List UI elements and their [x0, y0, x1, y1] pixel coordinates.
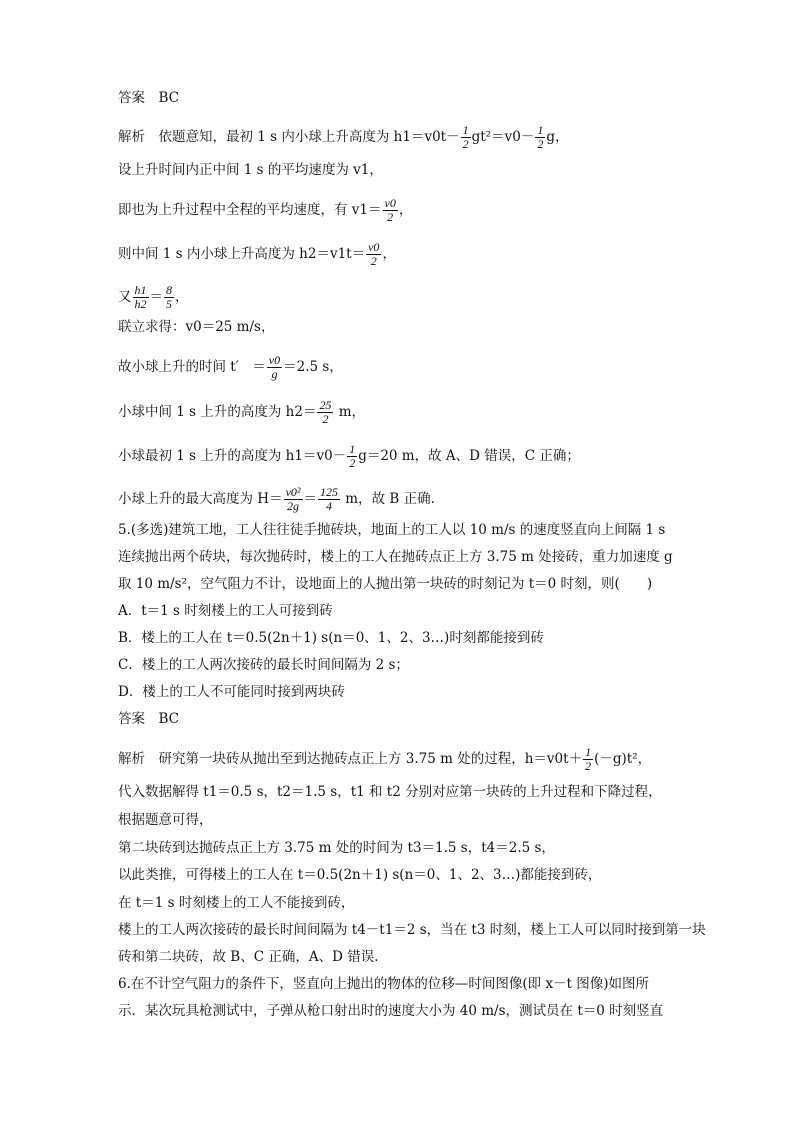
text-segment: ＝: [149, 289, 163, 305]
text-segment: g＝20 m，故 A、D 错误，C 正确；: [358, 448, 580, 464]
text-segment: 取 10 m/s²，空气阻力不计，设地面上的人抛出第一块砖的时刻记为 t＝0 时刻，则( ): [118, 576, 653, 592]
fraction: [284, 486, 303, 513]
text-line: [118, 161, 383, 179]
text-segment: 解析 依题意知，最初 1 s 内小球上升高度为 h1＝v0t－: [118, 129, 460, 145]
text-segment: 在 t＝1 s 时刻楼上的工人不能接到砖，: [118, 895, 355, 911]
fraction-numerator: 25: [319, 398, 332, 412]
fraction-numerator: v0²: [285, 485, 301, 499]
text-segment: 解析 研究第一块砖从抛出至到达抛砖点正上方 3.75 m 处的过程，h＝v0t＋: [118, 751, 583, 767]
text-line: [118, 399, 365, 426]
text-line: [118, 197, 412, 224]
text-line: [118, 486, 435, 513]
text-line: [118, 89, 179, 107]
text-line: [118, 683, 345, 701]
text-segment: 故小球上升的时间 t′ ＝: [118, 359, 266, 375]
fraction-denominator: g: [271, 367, 278, 381]
fraction-numerator: v0: [368, 240, 380, 254]
text-segment: m，: [334, 404, 366, 420]
text-line: [118, 354, 343, 381]
fraction-numerator: 1: [349, 442, 356, 456]
fraction-denominator: 2g: [287, 499, 300, 513]
fraction-denominator: 2: [537, 137, 544, 151]
fraction-numerator: 1: [462, 123, 469, 137]
text-line: [118, 948, 379, 966]
text-segment: ＝: [303, 491, 318, 507]
text-line: [118, 866, 601, 884]
fraction-denominator: 2: [349, 456, 356, 470]
fraction-denominator: h2: [134, 297, 147, 311]
text-segment: ，: [382, 246, 396, 262]
text-segment: 即也为上升过程中全程的平均速度，有 v1＝: [118, 202, 382, 218]
text-line: [118, 746, 651, 773]
text-segment: 设上升时间内正中间 1 s 的平均速度为 v1，: [118, 162, 383, 178]
fraction-numerator: v0: [384, 196, 396, 210]
fraction: [267, 354, 282, 381]
text-segment: 则中间 1 s 内小球上升高度为 h2＝v1t＝: [118, 246, 366, 262]
text-segment: ＝2.5 s，: [283, 359, 343, 375]
text-segment: C．楼上的工人两次接砖的最长时间间隔为 2 s；: [118, 657, 409, 673]
text-segment: ，: [398, 202, 413, 218]
fraction-denominator: 2: [370, 254, 377, 268]
text-segment: 又: [118, 289, 132, 305]
fraction: [317, 399, 333, 426]
text-segment: 5.(多选)建筑工地，工人往往徒手抛砖块，地面上的工人以 10 m/s 的速度竖直向上间隔 1 s: [118, 522, 666, 538]
text-segment: (－g)t²，: [594, 751, 652, 767]
text-segment: B．楼上的工人在 t＝0.5(2n＋1) s(n＝0、1、2、3…)时刻都能接到砖: [118, 630, 544, 646]
text-line: [118, 921, 706, 939]
text-line: [118, 124, 568, 151]
text-segment: g，: [546, 129, 569, 145]
fraction-numerator: h1: [134, 283, 147, 297]
fraction: [133, 284, 149, 311]
fraction: [535, 124, 545, 151]
text-line: [118, 548, 673, 566]
fraction: [366, 241, 381, 268]
fraction-numerator: 1: [537, 123, 544, 137]
text-segment: m，故 B 正确.: [341, 491, 435, 507]
fraction: [583, 746, 593, 773]
fraction: [318, 486, 340, 513]
text-segment: 联立求得：v0＝25 m/s，: [118, 319, 275, 335]
text-segment: 小球最初 1 s 上升的高度为 h1＝v0－: [118, 448, 347, 464]
text-line: [118, 443, 580, 470]
text-segment: 楼上的工人两次接砖的最长时间间隔为 t4－t1＝2 s，当在 t3 时刻，楼上工人可以同时接到第一块: [118, 922, 706, 938]
text-line: [118, 975, 649, 993]
text-segment: 代入数据解得 t1＝0.5 s，t2＝1.5 s，t1 和 t2 分别对应第一块砖的上升过程和下降过程，: [118, 784, 662, 800]
text-segment: 答案 BC: [118, 90, 180, 106]
fraction: [461, 124, 471, 151]
fraction-numerator: 8: [166, 283, 172, 297]
fraction-denominator: 2: [322, 412, 329, 426]
text-segment: gt²＝v0－: [471, 129, 535, 145]
text-line: [118, 241, 396, 268]
fraction-denominator: 5: [166, 297, 172, 311]
text-segment: 6.在不计空气阻力的条件下，竖直向上抛出的物体的位移—时间图像(即 x－t 图像)如图所: [118, 976, 650, 992]
text-segment: 答案 BC: [118, 711, 180, 727]
text-line: [118, 629, 544, 647]
text-line: [118, 575, 652, 593]
text-segment: A．t＝1 s 时刻楼上的工人可接到砖: [118, 603, 333, 619]
text-line: [118, 783, 662, 801]
text-line: [118, 811, 213, 829]
text-line: [118, 521, 665, 539]
text-segment: 砖和第二块砖，故 B、C 正确，A、D 错误.: [118, 949, 379, 965]
text-segment: 小球中间 1 s 上升的高度为 h2＝: [118, 404, 317, 420]
fraction: [347, 443, 357, 470]
text-line: [118, 602, 333, 620]
text-segment: D．楼上的工人不可能同时接到两块砖: [118, 684, 345, 700]
fraction-denominator: 2: [387, 210, 394, 224]
text-segment: 连续抛出两个砖块，每次抛砖时，楼上的工人在抛砖点正上方 3.75 m 处接砖，重力加速度 g: [118, 549, 673, 565]
text-line: [118, 839, 555, 857]
text-segment: 小球上升的最大高度为 H＝: [118, 491, 283, 507]
fraction: [164, 284, 174, 311]
text-line: [118, 656, 409, 674]
text-segment: 示．某次玩具枪测试中，子弹从枪口射出时的速度大小为 40 m/s，测试员在 t＝0 时刻竖直: [118, 1003, 664, 1019]
text-line: [118, 284, 189, 311]
fraction-denominator: 2: [462, 137, 469, 151]
fraction-numerator: v0: [268, 353, 281, 367]
fraction-denominator: 2: [585, 759, 592, 773]
text-segment: 以此类推，可得楼上的工人在 t＝0.5(2n＋1) s(n＝0、1、2、3…)都能接到砖，: [118, 867, 602, 883]
fraction-numerator: 1: [585, 745, 592, 759]
text-segment: 根据题意可得，: [118, 812, 213, 828]
fraction: [383, 197, 398, 224]
fraction-denominator: 4: [326, 499, 333, 513]
text-segment: ，: [175, 289, 189, 305]
text-line: [118, 710, 179, 728]
text-segment: 第二块砖到达抛砖点正上方 3.75 m 处的时间为 t3＝1.5 s，t4＝2.5 s，: [118, 840, 555, 856]
text-line: [118, 318, 274, 336]
text-line: [118, 1002, 663, 1020]
fraction-numerator: 125: [320, 485, 339, 499]
text-line: [118, 894, 354, 912]
